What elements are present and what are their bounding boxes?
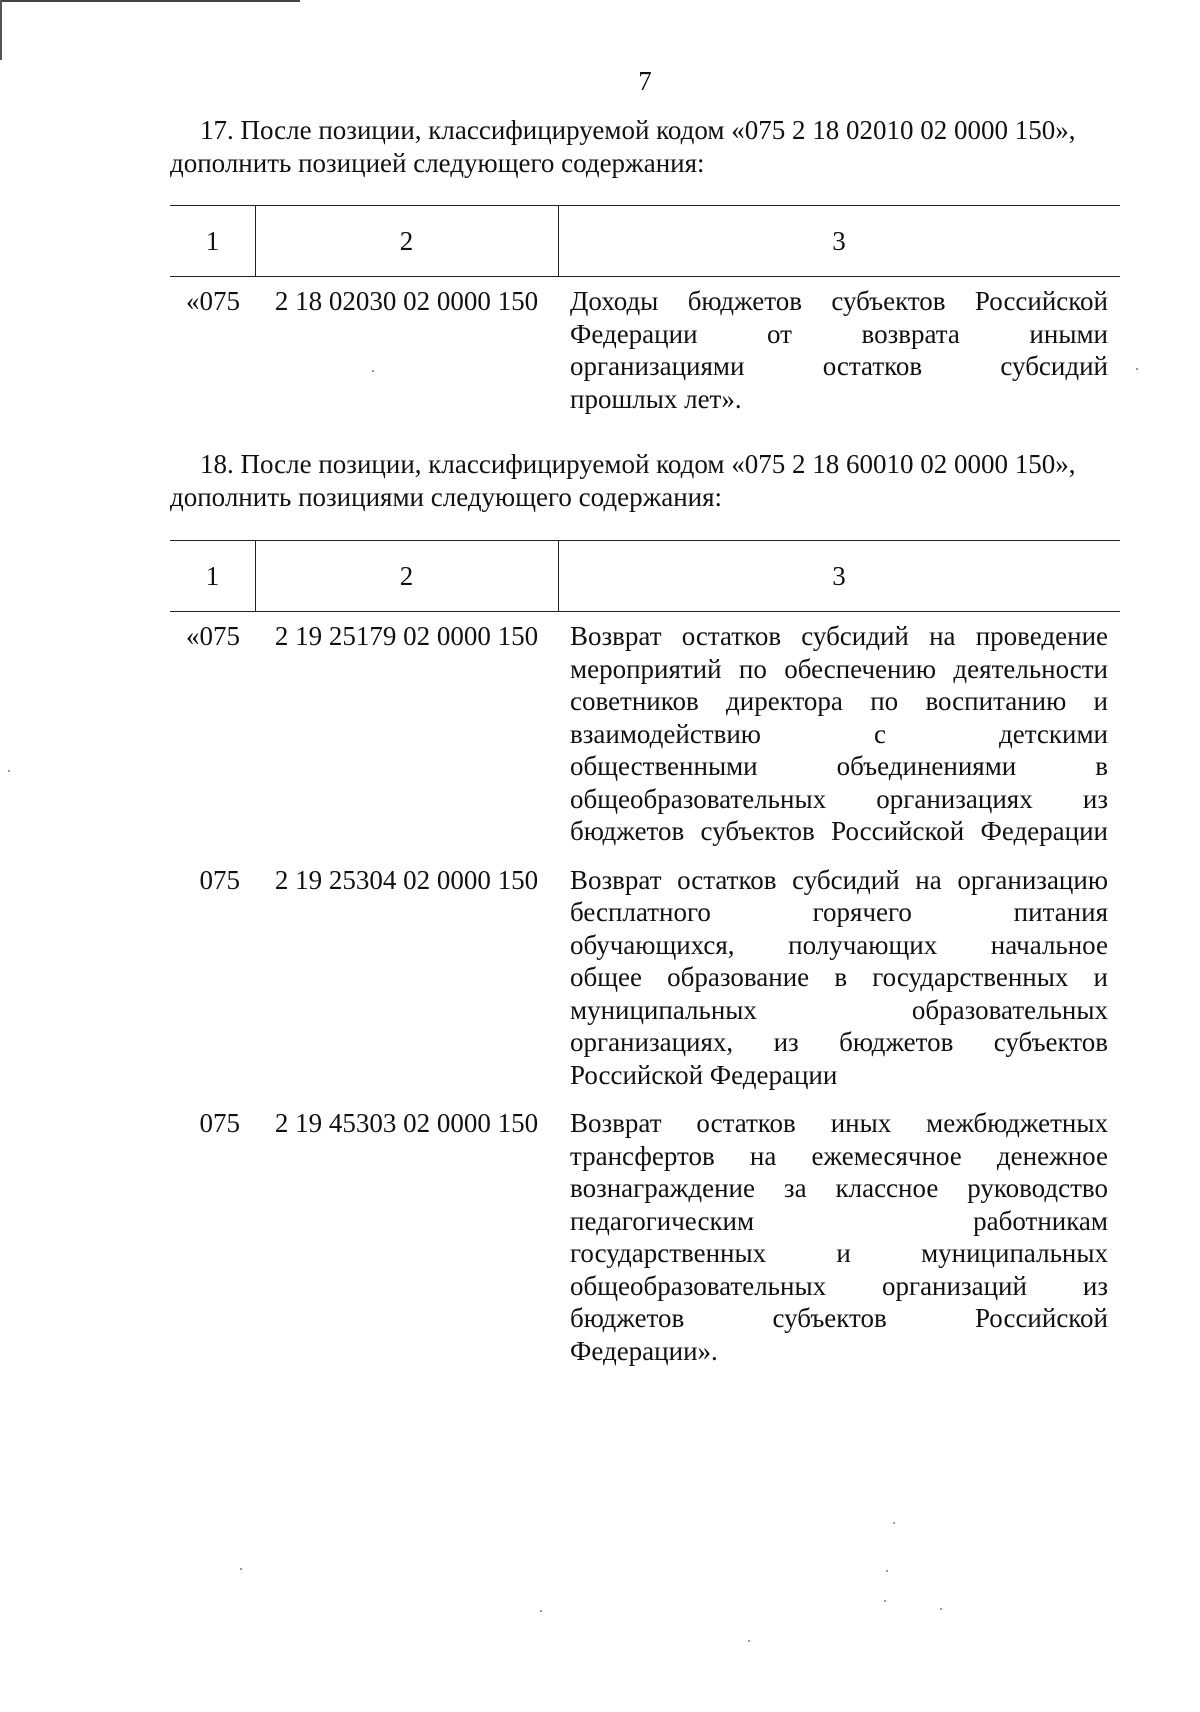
admin-code: «075: [186, 286, 240, 316]
scan-speck: [884, 1600, 886, 1602]
scan-edge-top: [0, 0, 300, 2]
scan-speck: [240, 1568, 242, 1570]
description-line: советников директора по воспитанию и: [570, 686, 1108, 716]
description-line: педагогическим работникам: [570, 1205, 1108, 1236]
scan-speck: [893, 1522, 895, 1524]
revenue-description: [570, 285, 1108, 415]
header-col-2: 2: [399, 226, 414, 256]
description-line: общественными объединениями в: [570, 751, 1108, 781]
description-line: обучающихся, получающих начальное: [570, 929, 1108, 960]
header-col-3: 3: [832, 226, 846, 256]
description-line: организациями остатков субсидий: [570, 351, 1108, 381]
description-line: общеобразовательных организаций из: [570, 1270, 1108, 1301]
table-row: [170, 285, 1120, 415]
paragraph-17-line-1: 17. После позиции, классифицируемой кодом «075 2 18 02010 02 0000 150»,: [200, 115, 1076, 145]
description-line: Возврат остатков субсидий на организацию: [570, 864, 1108, 895]
description-line: общее образование в государственных и: [570, 962, 1108, 992]
revenue-description: [570, 620, 1108, 848]
revenue-code: 2 19 25304 02 0000 150: [274, 864, 539, 895]
scan-speck: [1136, 368, 1138, 370]
description-line: вознаграждение за классное руководство: [570, 1173, 1108, 1203]
table-2-header: [170, 540, 1120, 612]
description-line: организациях, из бюджетов субъектов: [570, 1027, 1108, 1057]
scan-edge-left: [0, 0, 2, 60]
table-1-header: [170, 205, 1120, 277]
scan-speck: [940, 1608, 942, 1610]
description-line: Возврат остатков иных межбюджетных: [570, 1108, 1108, 1138]
page-number: 7: [638, 66, 652, 96]
description-line: государственных и муниципальных: [570, 1238, 1108, 1268]
description-line: муниципальных образовательных: [570, 994, 1108, 1025]
table-row: [170, 1107, 1120, 1367]
description-line: Российской Федерации: [570, 1059, 838, 1090]
description-line: Возврат остатков субсидий на проведение: [570, 621, 1108, 651]
scan-speck: [748, 1640, 750, 1642]
admin-code: «075: [186, 621, 240, 651]
table-row: [170, 864, 1120, 1092]
header-col-3: 3: [832, 561, 846, 591]
description-line: Федерации».: [570, 1335, 718, 1366]
description-line: трансфертов на ежемесячное денежное: [570, 1140, 1108, 1171]
header-col-2: 2: [399, 561, 414, 591]
codes-table-2: [170, 540, 1120, 1367]
paragraph-18: [170, 448, 1120, 514]
header-col-1: 1: [205, 561, 220, 591]
paragraph-18-line-1: 18. После позиции, классифицируемой кодом «075 2 18 60010 02 0000 150»,: [200, 449, 1076, 479]
scan-speck: [372, 370, 374, 372]
paragraph-17: [170, 114, 1120, 180]
description-line: прошлых лет».: [570, 383, 742, 414]
revenue-code: 2 19 45303 02 0000 150: [274, 1108, 539, 1138]
codes-table-1: [170, 205, 1120, 415]
admin-code: 075: [199, 1108, 240, 1138]
paragraph-17-line-2: дополнить позицией следующего содержания:: [170, 148, 705, 178]
description-line: взаимодействию с детскими: [570, 718, 1108, 749]
description-line: Федерации от возврата иными: [570, 318, 1108, 349]
scan-speck: [8, 770, 10, 772]
paragraph-18-line-2: дополнить позициями следующего содержания:: [170, 482, 723, 512]
revenue-description: [570, 864, 1108, 1092]
description-line: мероприятий по обеспечению деятельности: [570, 653, 1108, 684]
description-line: бюджетов субъектов Российской: [570, 1303, 1108, 1333]
table-row: [170, 620, 1120, 848]
revenue-code: 2 18 02030 02 0000 150: [274, 286, 539, 316]
admin-code: 075: [199, 864, 240, 895]
scan-speck: [886, 1570, 888, 1572]
description-line: общеобразовательных организациях из: [570, 783, 1108, 814]
description-line: Доходы бюджетов субъектов Российской: [570, 286, 1108, 316]
scan-speck: [540, 1610, 542, 1612]
revenue-code: 2 19 25179 02 0000 150: [274, 621, 539, 651]
header-col-1: 1: [205, 226, 220, 256]
description-line: бесплатного горячего питания: [570, 897, 1108, 927]
description-line: бюджетов субъектов Российской Федерации: [570, 816, 1108, 846]
revenue-description: [570, 1107, 1108, 1367]
